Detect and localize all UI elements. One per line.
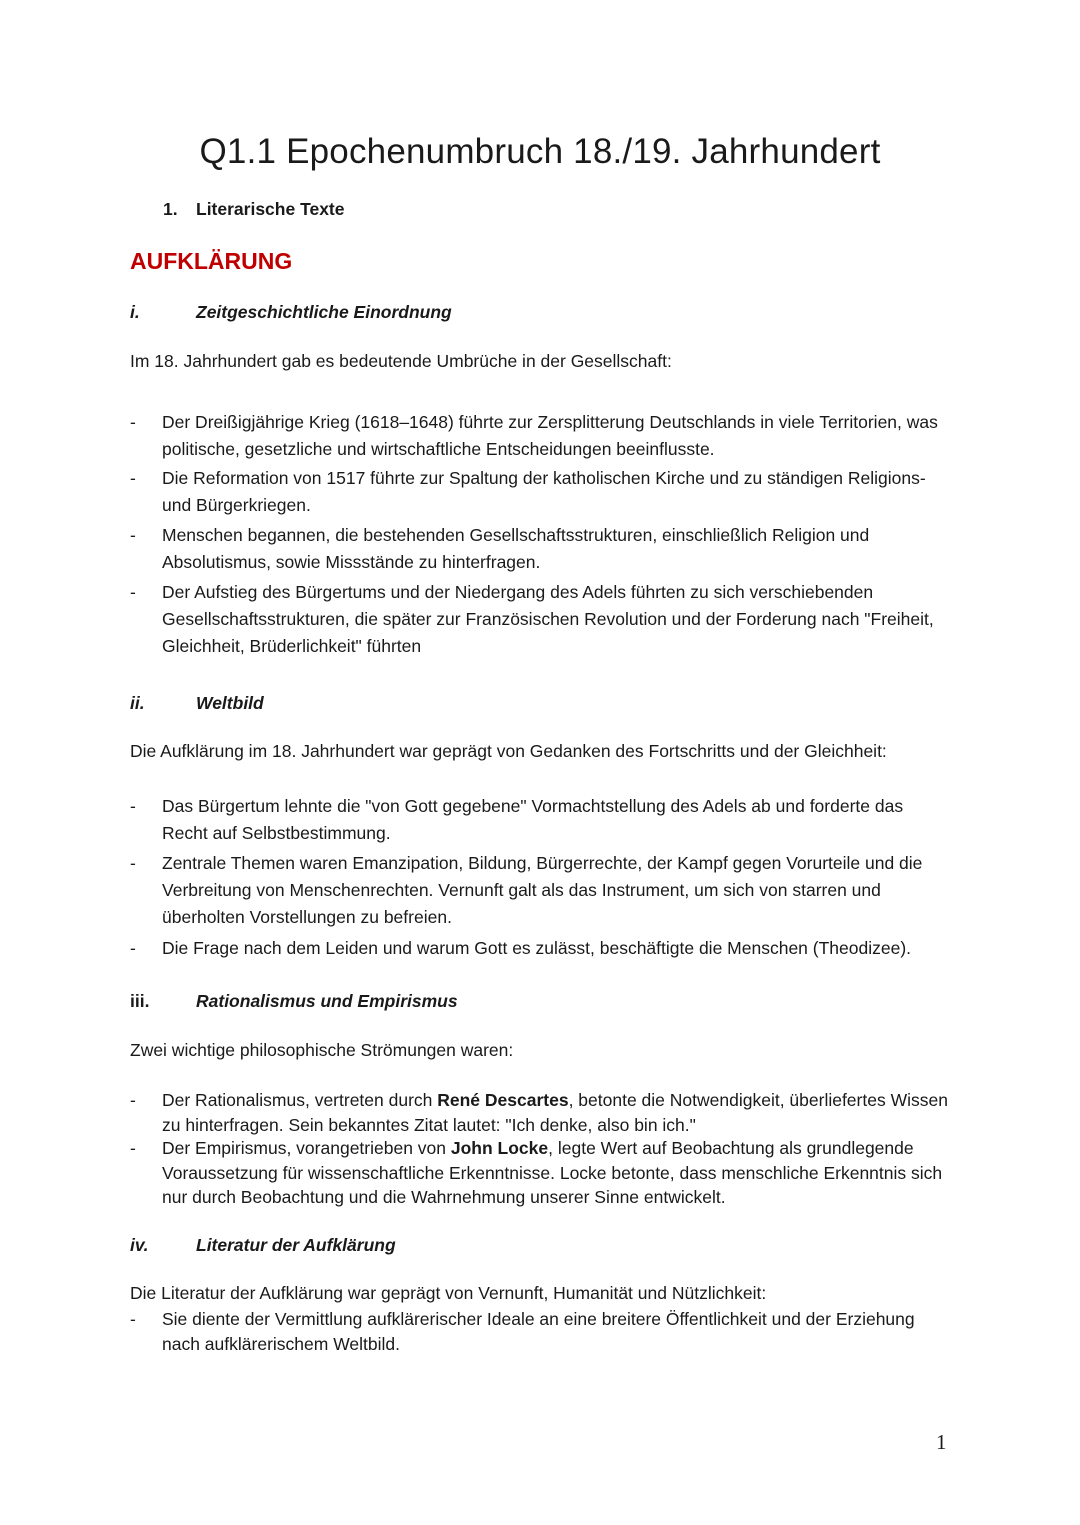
bullet-text: Die Frage nach dem Leiden und warum Gott es zulässt, beschäftigte die Menschen (Theodizee). — [162, 938, 912, 958]
bullet-dash: - — [130, 582, 136, 602]
bullet-dash: - — [130, 468, 136, 488]
section-numeral: iv. — [130, 1235, 149, 1255]
bullet-text: Der Aufstieg des Bürgertums und der Niedergang des Adels führten zu sich verschiebenden Gesellschaftsstrukturen, die später zur Französischen Revolution und der Forderung nach "Freiheit, Gleichheit, Brüderlichkeit" führten — [162, 582, 934, 656]
list-item — [130, 935, 950, 962]
bullet-dash: - — [130, 853, 136, 873]
bullet-text: Sie diente der Vermittlung aufklärerischer Ideale an eine breitere Öffentlichkeit und der Erziehung nach aufklärerischem Weltbild. — [162, 1309, 915, 1354]
philosopher-name: John Locke — [450, 1138, 549, 1158]
numbered-heading — [163, 199, 345, 220]
section-title: Weltbild — [196, 693, 264, 713]
section-heading-i — [130, 302, 452, 323]
section-heading-ii — [130, 693, 264, 714]
section-intro: Die Aufklärung im 18. Jahrhundert war geprägt von Gedanken des Fortschritts und der Gleichheit: — [130, 741, 887, 761]
list-item — [130, 409, 950, 463]
philosopher-name: René Descartes — [437, 1090, 569, 1110]
bullet-dash: - — [130, 1309, 136, 1329]
list-item — [130, 1088, 950, 1137]
bullet-dash: - — [130, 1138, 136, 1158]
bullet-dash: - — [130, 412, 136, 432]
page-number: 1 — [936, 1430, 947, 1454]
section-heading-iii — [130, 991, 458, 1012]
section-numeral: ii. — [130, 693, 145, 713]
section-heading-iv — [130, 1235, 396, 1256]
list-item — [130, 850, 950, 931]
bullet-text-after: , legte Wert auf Beobachtung als grundlegende Voraussetzung für wissenschaftliche Erkenntnisse. Locke betonte, dass menschliche Erkenntnis sich nur durch Beobachtung und die Wahrnehmung unserer Sinne entwickelt. — [162, 1138, 943, 1207]
bullet-text: Zentrale Themen waren Emanzipation, Bildung, Bürgerrechte, der Kampf gegen Vorurteile und die Verbreitung von Menschenrechten. Vernunft galt als das Instrument, um sich von starren und überholten Vorstellungen zu befreien. — [162, 853, 923, 927]
bullet-text-after: , betonte die Notwendigkeit, überliefertes Wissen zu hinterfragen. Sein bekanntes Zitat lautet: "Ich denke, also bin ich." — [162, 1090, 948, 1135]
heading-label: Literarische Texte — [196, 199, 345, 219]
bullet-text — [162, 1088, 950, 1137]
list-item — [130, 1307, 950, 1356]
section-intro: Die Literatur der Aufklärung war geprägt von Vernunft, Humanität und Nützlichkeit: — [130, 1283, 767, 1303]
bullet-text — [162, 1136, 950, 1210]
bullet-text: Menschen begannen, die bestehenden Gesellschaftsstrukturen, einschließlich Religion und Absolutismus, sowie Missstände zu hinterfragen. — [162, 525, 870, 572]
epoch-heading: AUFKLÄRUNG — [130, 248, 293, 274]
list-item — [130, 579, 950, 660]
bullet-text: Die Reformation von 1517 führte zur Spaltung der katholischen Kirche und zu ständigen Religions- und Bürgerkriegen. — [162, 468, 926, 515]
bullet-text-before: Der Rationalismus, vertreten durch — [162, 1090, 438, 1110]
section-title: Zeitgeschichtliche Einordnung — [196, 302, 452, 322]
section-title: Rationalismus und Empirismus — [196, 991, 458, 1011]
page-title: Q1.1 Epochenumbruch 18./19. Jahrhundert — [199, 132, 881, 171]
list-item — [130, 1136, 950, 1210]
list-item — [130, 793, 950, 847]
section-intro: Im 18. Jahrhundert gab es bedeutende Umbrüche in der Gesellschaft: — [130, 351, 672, 371]
bullet-dash: - — [130, 525, 136, 545]
section-numeral: iii. — [130, 991, 150, 1011]
bullet-dash: - — [130, 796, 136, 816]
list-item — [130, 522, 950, 576]
section-intro: Zwei wichtige philosophische Strömungen waren: — [130, 1040, 514, 1060]
section-title: Literatur der Aufklärung — [196, 1235, 396, 1255]
heading-number: 1. — [163, 199, 178, 219]
list-item — [130, 465, 950, 519]
bullet-text: Der Dreißigjährige Krieg (1618–1648) führte zur Zersplitterung Deutschlands in viele Territorien, was politische, gesetzliche und wirtschaftliche Entscheidungen beeinflusste. — [162, 412, 938, 459]
bullet-text-before: Der Empirismus, vorangetrieben von — [162, 1138, 451, 1158]
bullet-text: Das Bürgertum lehnte die "von Gott gegebene" Vormachtstellung des Adels ab und forderte das Recht auf Selbstbestimmung. — [162, 796, 904, 843]
section-numeral: i. — [130, 302, 140, 322]
bullet-dash: - — [130, 1090, 136, 1110]
bullet-dash: - — [130, 938, 136, 958]
